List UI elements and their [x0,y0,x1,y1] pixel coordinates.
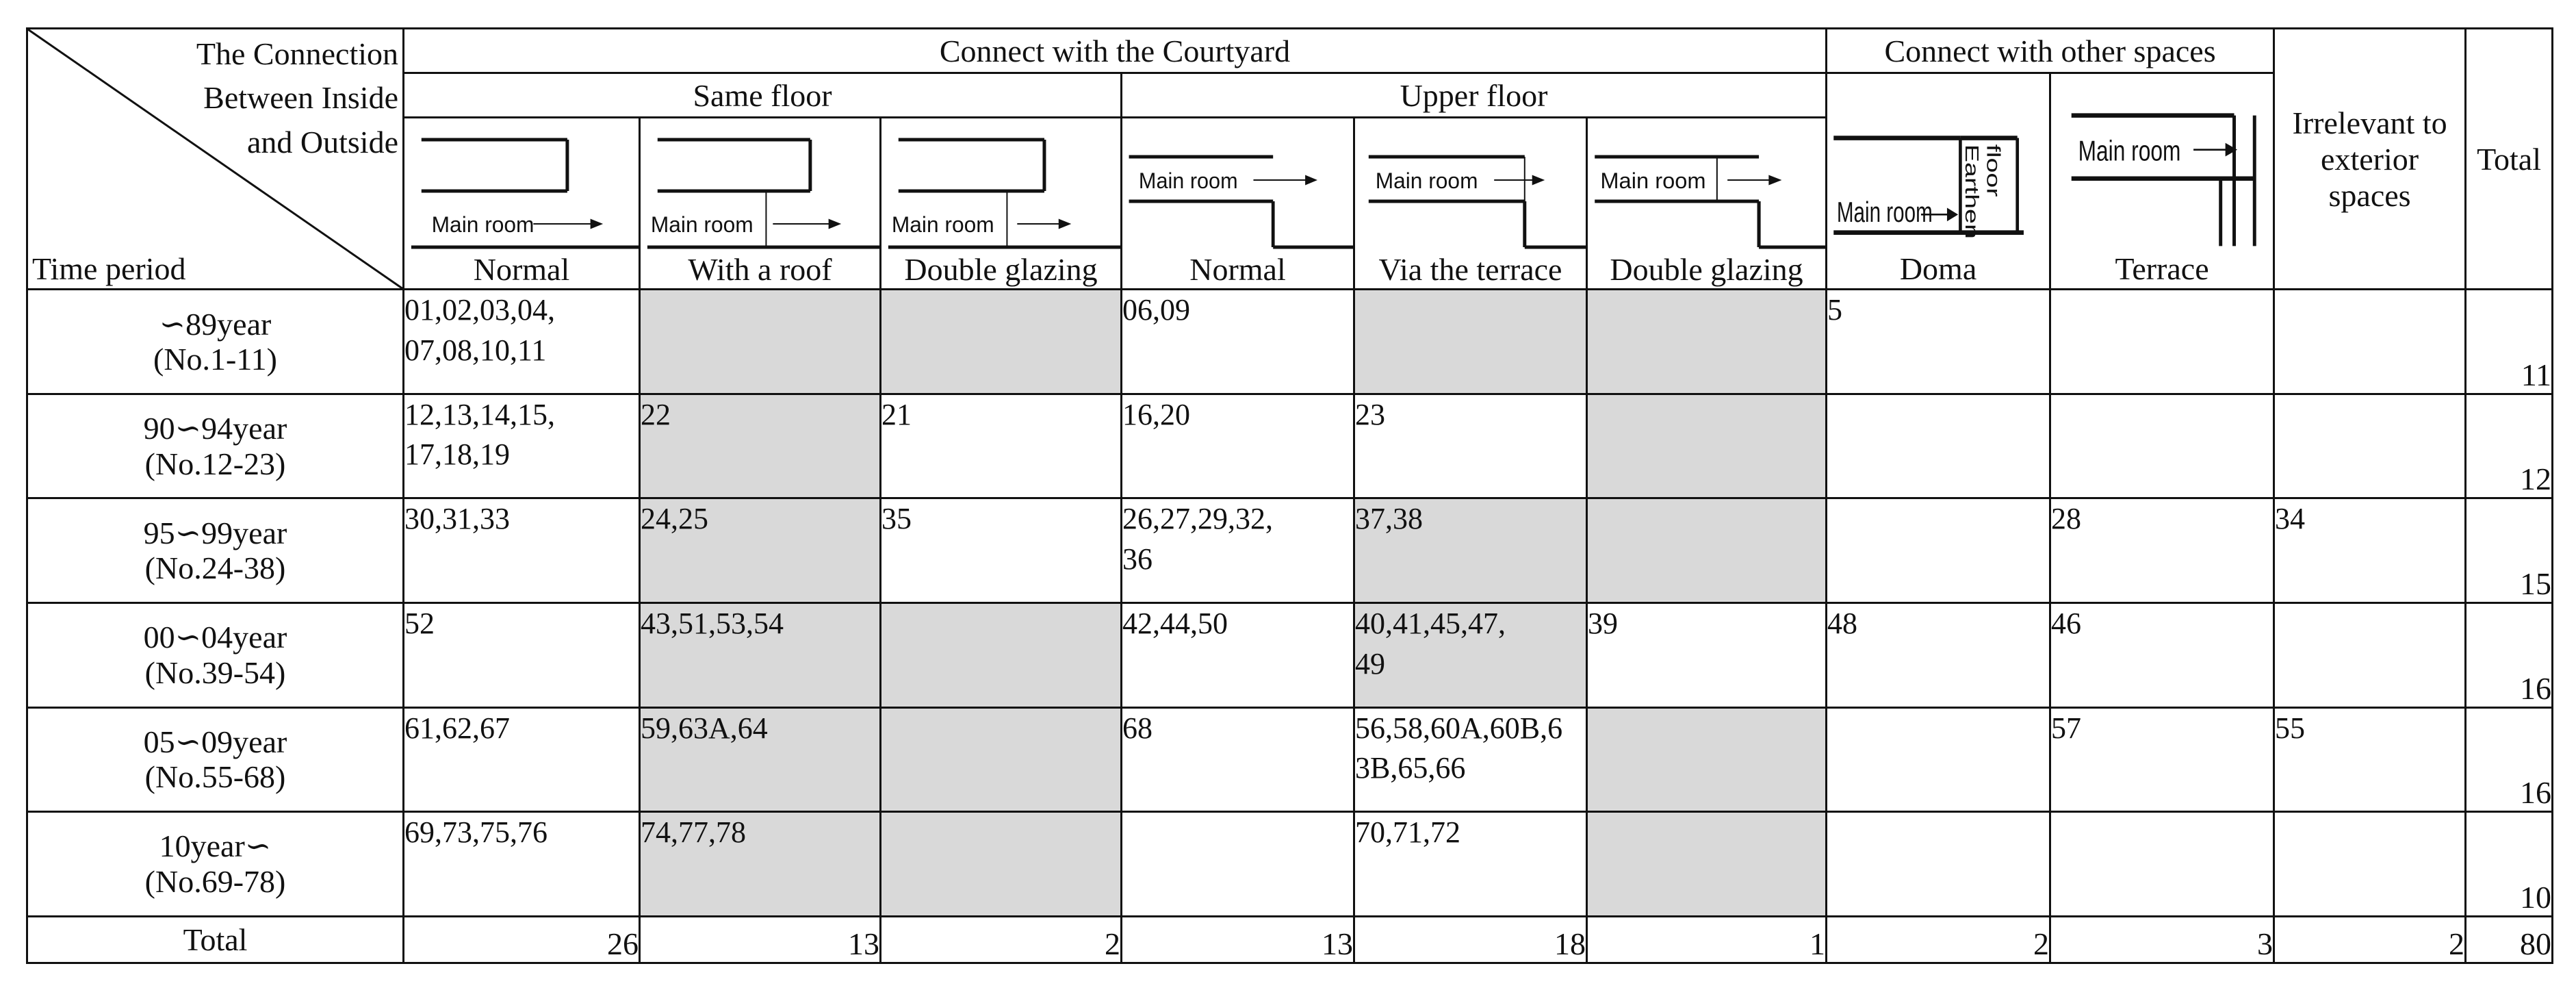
data-cell: 74,77,78 [640,812,881,917]
corner-top-label: The Connection Between Inside and Outside [196,36,398,160]
data-cell: 21 [881,394,1122,498]
period-cell: ∽89year (No.1-11) [27,290,404,394]
data-cell: 06,09 [1122,290,1354,394]
data-cell [640,290,881,394]
data-cell [1354,290,1587,394]
period-cell: 95∽99year (No.24-38) [27,498,404,603]
svg-text:Main room: Main room [1375,168,1478,193]
data-cell [2050,290,2274,394]
data-cell: 43,51,53,54 [640,603,881,708]
terrace-main-room-text: Main room [2078,134,2181,167]
terrace-diagram [2051,79,2273,251]
same-floor-header: Same floor [404,73,1122,118]
data-cell: 34 [2274,498,2466,603]
doma-main-room-text: Main room [1836,196,1933,229]
total-cell: 3 [2050,916,2274,963]
same-normal-diagram-cell [404,118,640,290]
data-cell: 68 [1122,707,1354,812]
svg-text:Main room: Main room [650,212,754,237]
data-cell: 30,31,33 [404,498,640,603]
doma-diagram-top [1827,73,2050,290]
grand-total: 80 [2466,916,2553,963]
total-cell: 18 [1354,916,1587,963]
data-cell [1587,707,1827,812]
row-total: 10 [2466,812,2553,917]
column-label-doma: Doma [1899,251,1977,287]
data-cell [2274,394,2466,498]
data-cell: 22 [640,394,881,498]
corner-header [27,29,404,290]
data-cell: 59,63A,64 [640,707,881,812]
svg-text:Main room: Main room [1600,168,1706,193]
comparison-table [26,27,2553,964]
table-row [27,394,2553,498]
data-cell: 42,44,50 [1122,603,1354,708]
total-cell: 2 [2274,916,2466,963]
data-cell [881,290,1122,394]
data-cell: 46 [2050,603,2274,708]
data-cell [1587,290,1827,394]
data-cell [1827,498,2050,603]
upper-glazing-diagram [1588,123,1825,253]
upper-normal-diagram-cell [1122,118,1354,290]
upper-floor-header: Upper floor [1122,73,1827,118]
svg-text:Earthen: Earthen [1961,144,1983,240]
column-label-upper-normal: Normal [1189,251,1286,287]
same-normal-diagram [404,123,639,253]
table-row [27,498,2553,603]
total-cell: 13 [1122,916,1354,963]
data-cell: 23 [1354,394,1587,498]
data-cell [2274,812,2466,917]
data-cell: 57 [2050,707,2274,812]
total-cell: 26 [404,916,640,963]
data-cell [1587,812,1827,917]
same-roof-diagram [641,123,879,253]
upper-normal-diagram [1122,123,1353,253]
row-total: 15 [2466,498,2553,603]
data-cell: 61,62,67 [404,707,640,812]
svg-text:Main room: Main room [891,212,994,237]
total-cell: 2 [881,916,1122,963]
data-cell: 35 [881,498,1122,603]
upper-glazing-diagram-cell [1587,118,1827,290]
data-cell: 70,71,72 [1354,812,1587,917]
total-cell: 2 [1827,916,2050,963]
corner-bottom-label: Time period [32,251,186,287]
upper-terrace-diagram [1355,123,1586,253]
doma-diagram [1827,79,2049,251]
data-cell [1827,812,2050,917]
period-cell: 05∽09year (No.55-68) [27,707,404,812]
same-roof-diagram-cell [640,118,881,290]
totals-row [27,916,2553,963]
data-cell [1587,394,1827,498]
period-cell: 90∽94year (No.12-23) [27,394,404,498]
table-row [27,812,2553,917]
data-cell [881,812,1122,917]
column-label-via-terrace: Via the terrace [1378,251,1562,287]
svg-text:Main room: Main room [431,212,534,237]
column-label-terrace: Terrace [2115,251,2209,287]
row-total: 16 [2466,603,2553,708]
table-row [27,603,2553,708]
column-label-same-double-glazing: Double glazing [904,251,1098,287]
data-cell [881,707,1122,812]
column-label-with-roof: With a roof [688,251,832,287]
row-total: 12 [2466,394,2553,498]
data-cell: 40,41,45,47, 49 [1354,603,1587,708]
data-cell: 56,58,60A,60B,6 3B,65,66 [1354,707,1587,812]
total-cell: 13 [640,916,881,963]
table-row [27,290,2553,394]
data-cell: 28 [2050,498,2274,603]
data-cell [1827,394,2050,498]
data-cell [2050,812,2274,917]
upper-terrace-diagram-cell [1354,118,1587,290]
data-cell [2274,603,2466,708]
data-cell [2274,290,2466,394]
data-cell: 48 [1827,603,2050,708]
period-cell: 00∽04year (No.39-54) [27,603,404,708]
table-row [27,707,2553,812]
same-glazing-diagram-cell [881,118,1122,290]
svg-text:floor: floor [1982,144,2004,197]
data-cell: 52 [404,603,640,708]
data-cell: 69,73,75,76 [404,812,640,917]
svg-text:Main room: Main room [1138,168,1238,193]
data-cell [1122,812,1354,917]
data-cell: 24,25 [640,498,881,603]
terrace-diagram-top [2050,73,2274,290]
data-cell: 37,38 [1354,498,1587,603]
irrelevant-header: Irrelevant to exterior spaces [2274,29,2466,290]
data-cell [1587,498,1827,603]
data-cell [1827,707,2050,812]
data-cell [881,603,1122,708]
total-header: Total [2466,29,2553,290]
data-cell: 55 [2274,707,2466,812]
column-label-upper-double-glazing: Double glazing [1610,251,1803,287]
group-courtyard-header: Connect with the Courtyard [404,29,1827,73]
data-cell: 39 [1587,603,1827,708]
same-glazing-diagram [881,123,1120,253]
period-cell: 10year∽ (No.69-78) [27,812,404,917]
row-total: 11 [2466,290,2553,394]
data-cell: 5 [1827,290,2050,394]
group-other-header: Connect with other spaces [1827,29,2274,73]
totals-label: Total [27,916,404,963]
data-cell: 16,20 [1122,394,1354,498]
row-total: 16 [2466,707,2553,812]
column-label-same-normal: Normal [473,251,570,287]
data-cell: 12,13,14,15, 17,18,19 [404,394,640,498]
data-cell [2050,394,2274,498]
data-cell: 26,27,29,32, 36 [1122,498,1354,603]
data-cell: 01,02,03,04, 07,08,10,11 [404,290,640,394]
total-cell: 1 [1587,916,1827,963]
